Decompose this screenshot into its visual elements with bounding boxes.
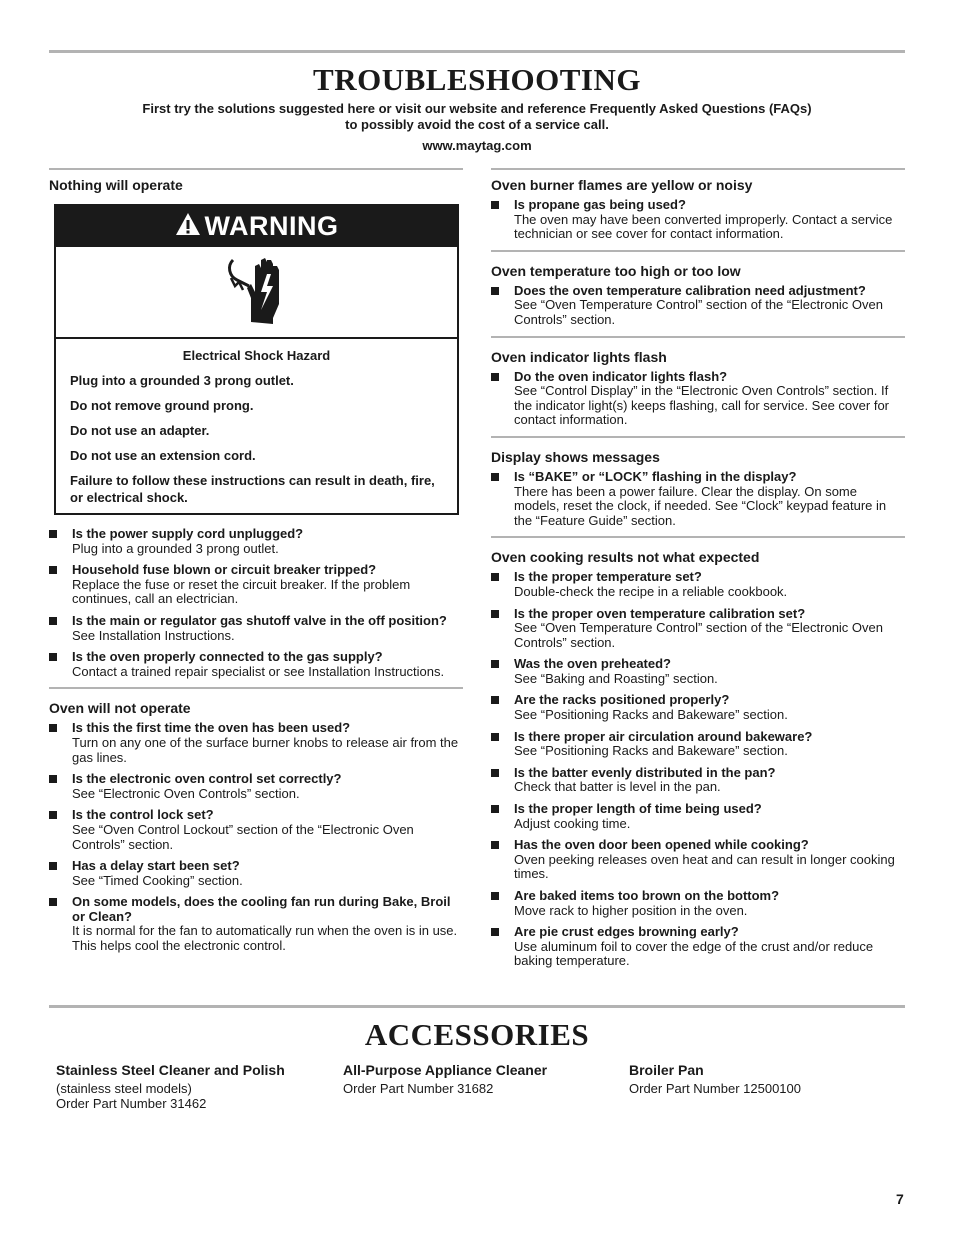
warning-triangle-icon <box>175 212 201 241</box>
list-item: Has a delay start been set? See “Timed Cooking” section. <box>49 859 463 888</box>
electrical-shock-hand-icon <box>225 252 289 333</box>
list-item: Does the oven temperature calibration need adjustment? See “Oven Temperature Control” section of the “Electronic Oven Controls” section. <box>491 284 905 328</box>
website-link[interactable]: www.maytag.com <box>422 138 532 153</box>
list-item: Has the oven door been opened while cooking? Oven peeking releases oven heat and can result in longer cooking times. <box>491 838 905 882</box>
list-item: Is the control lock set? See “Oven Control Lockout” section of the “Electronic Oven Controls” section. <box>49 808 463 852</box>
bullet-square-icon <box>491 201 499 209</box>
shock-symbol-area <box>56 247 457 339</box>
section-divider <box>49 687 463 689</box>
bullet-square-icon <box>491 892 499 900</box>
indicator-section <box>491 349 905 428</box>
left-col-top-rule <box>49 168 463 170</box>
accessory-item <box>56 1062 326 1111</box>
accessory-part-number: Order Part Number 31462 <box>56 1096 207 1111</box>
top-rule <box>49 50 905 53</box>
bullet-square-icon <box>49 724 57 732</box>
intro-line-2: to possibly avoid the cost of a service call. <box>345 117 609 132</box>
warning-header <box>56 206 457 247</box>
bullet-square-icon <box>491 473 499 481</box>
bullet-square-icon <box>491 769 499 777</box>
bullet-square-icon <box>49 617 57 625</box>
section-title-nothing-operate: Nothing will operate <box>49 177 183 193</box>
section-title-burner-flames: Oven burner flames are yellow or noisy <box>491 177 753 193</box>
list-item: Is “BAKE” or “LOCK” flashing in the display? There has been a power failure. Clear the display. On some models, reset the clock, if needed. See “Clock” keypad feature in the “Feature Guide” section. <box>491 470 905 528</box>
intro-line-1: First try the solutions suggested here or visit our website and reference Frequently Asked Questions (FAQs) <box>142 101 812 116</box>
accessory-part-number: Order Part Number 31682 <box>343 1081 494 1096</box>
section-title-cooking-results: Oven cooking results not what expected <box>491 549 760 566</box>
section-title-indicator-lights: Oven indicator lights flash <box>491 348 667 365</box>
left-column-top <box>49 177 463 198</box>
bullet-square-icon <box>491 733 499 741</box>
list-item: Are baked items too brown on the bottom? Move rack to higher position in the oven. <box>491 889 905 918</box>
warning-line: Do not use an extension cord. <box>70 448 256 463</box>
section-divider <box>491 336 905 338</box>
list-item: Do the oven indicator lights flash? See “Control Display” in the “Electronic Oven Controls” section. If the indicator light(s) keeps flashing, call for service. See cover for contact information. <box>491 370 905 428</box>
accessories-rule <box>49 1005 905 1008</box>
bullet-square-icon <box>491 660 499 668</box>
right-col-top-rule <box>491 168 905 170</box>
warning-body <box>56 339 457 506</box>
cooking-results-section <box>491 549 905 969</box>
accessory-name: Broiler Pan <box>629 1062 704 1078</box>
display-section <box>491 449 905 528</box>
bullet-square-icon <box>491 696 499 704</box>
temp-section <box>491 263 905 328</box>
troubleshooting-title: TROUBLESHOOTING <box>313 62 641 97</box>
list-item: Are the racks positioned properly? See “Positioning Racks and Bakeware” section. <box>491 693 905 722</box>
left-column-bottom <box>49 527 463 961</box>
accessories-title: ACCESSORIES <box>364 1017 590 1052</box>
accessory-item <box>629 1062 899 1096</box>
list-item: Is the proper temperature set? Double-check the recipe in a reliable cookbook. <box>491 570 905 599</box>
page-number: 7 <box>896 1191 904 1207</box>
bullet-square-icon <box>49 898 57 906</box>
warning-line: Plug into a grounded 3 prong outlet. <box>70 373 294 388</box>
bullet-square-icon <box>49 862 57 870</box>
list-item: Is there proper air circulation around bakeware? See “Positioning Racks and Bakeware” section. <box>491 730 905 759</box>
list-item: On some models, does the cooling fan run during Bake, Broil or Clean? It is normal for the fan to automatically run when the oven is in use. This helps cool the electronic control. <box>49 895 463 953</box>
list-item: Is the main or regulator gas shutoff valve in the off position? See Installation Instructions. <box>49 614 463 643</box>
bullet-square-icon <box>491 373 499 381</box>
list-item: Is the power supply cord unplugged? Plug into a grounded 3 prong outlet. <box>49 527 463 556</box>
intro-text <box>0 101 954 133</box>
accessory-note: (stainless steel models) <box>56 1081 192 1096</box>
list-item: Is the electronic oven control set correctly? See “Electronic Oven Controls” section. <box>49 772 463 801</box>
list-item: Is the proper length of time being used? Adjust cooking time. <box>491 802 905 831</box>
section-divider <box>491 536 905 538</box>
accessory-part-number: Order Part Number 12500100 <box>629 1081 801 1096</box>
bullet-square-icon <box>491 573 499 581</box>
list-item: Is the oven properly connected to the gas supply? Contact a trained repair specialist or see Installation Instructions. <box>49 650 463 679</box>
warning-line: Do not use an adapter. <box>70 423 210 438</box>
accessory-name: Stainless Steel Cleaner and Polish <box>56 1062 285 1078</box>
list-item: Is this the first time the oven has been used? Turn on any one of the surface burner knobs to release air from the gas lines. <box>49 721 463 765</box>
list-item: Is propane gas being used? The oven may have been converted improperly. Contact a service technician or see cover for contact information. <box>491 198 905 242</box>
section-divider <box>491 250 905 252</box>
section-title-temperature: Oven temperature too high or too low <box>491 262 741 279</box>
oven-not-operate-section <box>49 700 463 953</box>
bullet-square-icon <box>49 811 57 819</box>
bullet-square-icon <box>491 805 499 813</box>
warning-hazard-title: Electrical Shock Hazard <box>182 348 331 363</box>
bullet-square-icon <box>49 566 57 574</box>
list-item: Was the oven preheated? See “Baking and Roasting” section. <box>491 657 905 686</box>
warning-line: Failure to follow these instructions can result in death, fire, or electrical shock. <box>70 473 435 505</box>
section-divider <box>491 436 905 438</box>
bullet-square-icon <box>491 610 499 618</box>
accessory-item <box>343 1062 613 1096</box>
warning-box <box>54 204 459 515</box>
list-item: Are pie crust edges browning early? Use aluminum foil to cover the edge of the crust and/or reduce baking temperature. <box>491 925 905 969</box>
list-item: Is the proper oven temperature calibration set? See “Oven Temperature Control” section of the “Electronic Oven Controls” section. <box>491 607 905 651</box>
bullet-square-icon <box>491 287 499 295</box>
section-title-oven-not-operate: Oven will not operate <box>49 700 191 717</box>
burner-flames-section <box>491 177 905 242</box>
bullet-square-icon <box>491 928 499 936</box>
nothing-operate-list <box>49 527 463 679</box>
list-item: Household fuse blown or circuit breaker tripped? Replace the fuse or reset the circuit breaker. If the problem continues, call an electrician. <box>49 563 463 607</box>
list-item: Is the batter evenly distributed in the pan? Check that batter is level in the pan. <box>491 766 905 795</box>
bullet-square-icon <box>49 775 57 783</box>
warning-label: WARNING <box>204 211 339 241</box>
bullet-square-icon <box>49 530 57 538</box>
warning-line: Do not remove ground prong. <box>70 398 254 413</box>
right-column <box>491 177 905 976</box>
bullet-square-icon <box>49 653 57 661</box>
bullet-square-icon <box>491 841 499 849</box>
accessory-name: All-Purpose Appliance Cleaner <box>343 1062 548 1078</box>
section-title-display-messages: Display shows messages <box>491 448 660 465</box>
